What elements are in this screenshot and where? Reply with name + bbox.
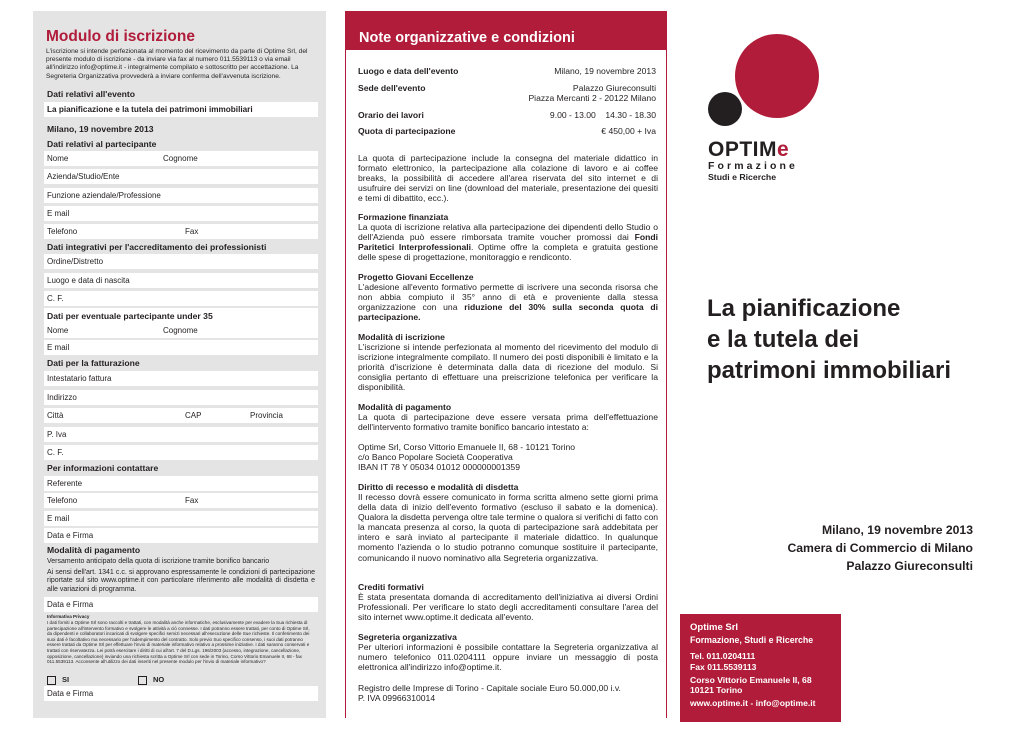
fin-text-c: . Optime offre la completa e gratuita gestione delle spese di progettazione, monitoraggio e rendiconto.: [358, 242, 658, 263]
contact-addr-1: Corso Vittorio Emanuele II, 68: [690, 675, 812, 685]
fax-label: Fax: [185, 227, 199, 236]
logo-red-circle: [735, 34, 819, 118]
provincia-label: Provincia: [250, 411, 283, 420]
seg-paragraph: Per ulteriori informazioni è possibile contattare la Segreteria organizzativa al numero telefonico 011.0204111 oppure inviare un messaggio di posta elettronica all'indirizzo info@optime.it.: [358, 642, 658, 673]
mod-title: Modalità di iscrizione: [358, 332, 445, 342]
email3-label: E mail: [47, 514, 70, 523]
rec-title: Diritto di recesso e modalità di disdetta: [358, 482, 519, 492]
field-funzione[interactable]: [44, 188, 318, 203]
luogo-label: Luogo e data di nascita: [47, 276, 130, 285]
field-referente[interactable]: [44, 476, 318, 491]
event-date-value: Milano, 19 novembre 2013: [47, 124, 154, 134]
sede-label: Sede dell'evento: [358, 83, 426, 93]
field-data-firma[interactable]: [44, 528, 318, 543]
piva-label: P. Iva: [47, 430, 67, 439]
no-label: NO: [153, 675, 165, 684]
consent-no[interactable]: [138, 675, 164, 685]
event-heading: Dati relativi all'evento: [47, 89, 136, 99]
field-indirizzo[interactable]: [44, 390, 318, 405]
clauses-text: Ai sensi dell'art. 1341 c.c. si approvano espressamente le condizioni di partecipazione riportate sul sito www.optime.it con particolare riferimento alle modalità di disdetta e alle variazioni di programma.: [47, 569, 315, 593]
email2-label: E mail: [47, 343, 70, 352]
indirizzo-label: Indirizzo: [47, 393, 77, 402]
field-luogo-nascita[interactable]: [44, 273, 318, 288]
sede-value-1: Palazzo Giureconsulti: [572, 83, 656, 93]
vat-line: P. IVA 09966310014: [358, 693, 436, 703]
bank-line-3: IBAN IT 78 Y 05034 01012 000000001359: [358, 462, 520, 472]
logo-sub-1: Formazione: [708, 160, 798, 172]
giov-paragraph: [358, 282, 658, 322]
cred-title: Crediti formativi: [358, 582, 424, 592]
fin-paragraph: [358, 222, 658, 262]
contact-box: [680, 614, 841, 722]
datafirma2-label: Data e Firma: [47, 600, 94, 609]
email-label: E mail: [47, 209, 70, 218]
cf-label: C. F.: [47, 294, 64, 303]
form-intro: L'iscrizione si intende perfezionata al momento del ricevimento da parte di Optime Srl, del presente modulo di iscrizione - da inviare via fax al numero 011.5539113 o via email all'indirizzo info@optime.it - integralmente compilato e sottoscritto per accettazione. La Segreteria Organizzativa provvederà a inviare conferma dell'avvenuta iscrizione.: [46, 48, 308, 80]
billing-heading: Dati per la fatturazione: [47, 358, 140, 368]
event-title-row: [44, 102, 318, 117]
nome2-label: Nome: [47, 326, 69, 335]
registration-form-panel: [33, 11, 326, 718]
contact-fax: Fax 011.5539113: [690, 662, 757, 672]
contact-addr-2: 10121 Torino: [690, 685, 743, 695]
field-cf[interactable]: [44, 291, 318, 306]
field-citta-cap-provincia[interactable]: [44, 408, 318, 423]
privacy-text: I dati forniti a Optime Srl sono raccolti e trattati, con modalità anche informatiche, esclusivamente per evadere la Sua richiesta di partecipazione all'intervento formativo e svolgere le attività a ciò connesse. I dati potranno essere trattati, per conto di Optime Srl, da dipendenti e collaboratori incaricati di svolgere specifici servizi necessari all'esecuzione delle Sue richieste. Il conferimento dei suoi dati è facoltativo ma necessario per l'adempimento del contratto. Solo previo Suo specifico consenso, i suoi dati potranno essere trattati da Optime Srl per effettuare l'invio di materiale informativo relativo a prossime iniziative. I dati saranno conservati e trattati con riservatezza. Lei potrà esercitare i diritti di cui all'art. 7 del D.Lgs. 196/2003 (accesso, integrazione, cancellazione, opposizione, cancellazione) inviando una richiesta scritta a Optime Srl con sede in Torino, Corso Vittorio Emanuele II, 68 - fax 011.5539113. Acconsente all'utilizzo dei dati inseriti nel presente modulo per l'invio di materiale informativo?: [47, 620, 310, 665]
pag-paragraph: La quota di partecipazione deve essere versata prima dell'effettuazione dell'intervento formativo tramite bonifico bancario intestato a:: [358, 412, 658, 433]
rec-paragraph: Il recesso dovrà essere comunicato in forma scritta almeno sette giorni prima della data di inizio dell'evento formativo (escluso il sabato e la domenica). Qualora la disdetta pervenga oltre tale termine o qualora si verifichi di fatto con la mancata presenza al corso, la quota di partecipazione sarà addebitata per intero e sarà inviato al partecipante il materiale didattico. In qualunque momento l'azienda o lo studio potranno comunque sostituire il partecipante, comunicando il nuovo nominativo alla Segreteria organizzativa.: [358, 492, 658, 563]
main-title-line-2: e la tutela dei: [707, 326, 860, 353]
fin-text-b: Fondi Paritetici Interprofessionali: [358, 232, 658, 253]
cognome2-label: Cognome: [163, 326, 198, 335]
giov-text-a: L'adesione all'evento formativo permette di iscrivere una seconda risorsa che non abbia compiuto il 35° anno di età e proveniente dalla stessa organizzazione con una: [358, 282, 658, 313]
contact-tel[interactable]: Tel. 011.0204111: [690, 651, 756, 661]
event-title-value: La pianificazione e la tutela dei patrimoni immobiliari: [47, 105, 253, 114]
field-email-2[interactable]: [44, 340, 318, 355]
registry-line: Registro delle Imprese di Torino - Capitale sociale Euro 50.000,00 i.v.: [358, 683, 621, 693]
participant-heading: Dati relativi al partecipante: [47, 139, 157, 149]
event-info-venue: Camera di Commercio di Milano: [787, 541, 973, 555]
datafirma-label: Data e Firma: [47, 531, 94, 540]
main-title: [707, 293, 951, 386]
contact-name: Optime Srl: [690, 622, 739, 633]
quota-value: € 450,00 + Iva: [601, 126, 656, 136]
notes-panel: [345, 50, 667, 718]
nome-label: Nome: [47, 154, 69, 163]
notes-header-title: Note organizzative e condizioni: [359, 30, 575, 46]
payment-text: Versamento anticipato della quota di iscrizione tramite bonifico bancario: [47, 558, 270, 565]
quota-label: Quota di partecipazione: [358, 126, 456, 136]
citta-label: Città: [47, 411, 64, 420]
event-info-place: Palazzo Giureconsulti: [846, 559, 973, 573]
field-telefono-fax[interactable]: [44, 224, 318, 239]
field-email[interactable]: [44, 206, 318, 221]
under35-heading-row: [44, 308, 318, 323]
privacy-title: Informativa Privacy: [47, 614, 90, 619]
luogo-value: Milano, 19 novembre 2013: [554, 66, 656, 76]
pag-title: Modalità di pagamento: [358, 402, 452, 412]
field-cf-2[interactable]: [44, 445, 318, 460]
cap-label: CAP: [185, 411, 202, 420]
yes-label: SI: [62, 675, 70, 684]
consent-yes[interactable]: [47, 675, 69, 685]
bank-line-2: c/o Banco Popolare Società Cooperativa: [358, 452, 513, 462]
field-data-firma-3[interactable]: [44, 686, 318, 701]
contact-desc: Formazione, Studi e Ricerche: [690, 635, 814, 645]
luogo-label: Luogo e data dell'evento: [358, 66, 459, 76]
seg-title: Segreteria organizzativa: [358, 632, 457, 642]
sede-value-2: Piazza Mercanti 2 - 20122 Milano: [528, 93, 656, 103]
event-info-date: Milano, 19 novembre 2013: [821, 523, 973, 537]
fin-text-a: La quota di iscrizione relativa alla partecipazione dei dipendenti dello Studio o dell'Azienda può essere rimborsata tramite voucher promossi dai: [358, 222, 658, 243]
field-intestatario[interactable]: [44, 371, 318, 386]
cf2-label: C. F.: [47, 448, 64, 457]
notes-header: [345, 11, 667, 50]
bank-line-1: Optime Srl, Corso Vittorio Emanuele II, 68 - 10121 Torino: [358, 442, 576, 452]
logo-sub-2: Studi e Ricerche: [708, 172, 777, 182]
form-title: Modulo di iscrizione: [46, 28, 195, 45]
cognome-label: Cognome: [163, 154, 198, 163]
under35-heading: Dati per eventuale partecipante under 35: [47, 311, 213, 321]
checkbox-yes[interactable]: [47, 676, 56, 685]
orario-value: 9.00 - 13.00 14.30 - 18.30: [549, 110, 656, 120]
logo-wordmark: [708, 138, 789, 162]
mod-paragraph: L'iscrizione si intende perfezionata al momento del ricevimento del modulo di iscrizione integralmente compilato. Il numero dei posti disponibili è limitato e la priorità d'iscrizione è determinata dalla data di ricezione del modulo. Si consiglia pertanto di effettuare una preiscrizione telefonica per verificare la disponibilità.: [358, 342, 658, 393]
intestatario-label: Intestatario fattura: [47, 374, 112, 383]
payment-heading: Modalità di pagamento: [47, 545, 141, 555]
event-info: [787, 521, 973, 575]
telefono2-label: Telefono: [47, 496, 78, 505]
giov-text-b: riduzione del 30% sulla seconda quota di partecipazione.: [358, 302, 658, 323]
orario-label: Orario dei lavori: [358, 110, 424, 120]
contact-web[interactable]: www.optime.it - info@optime.it: [690, 698, 816, 708]
funzione-label: Funzione aziendale/Professione: [47, 191, 161, 200]
field-nome-cognome[interactable]: [44, 151, 318, 166]
logo-word-b: e: [777, 138, 790, 161]
giov-title: Progetto Giovani Eccellenze: [358, 272, 474, 282]
datafirma3-label: Data e Firma: [47, 689, 94, 698]
field-nome-cognome-2[interactable]: [44, 323, 318, 338]
field-ordine[interactable]: [44, 254, 318, 269]
azienda-label: Azienda/Studio/Ente: [47, 172, 120, 181]
fin-title: Formazione finanziata: [358, 212, 449, 222]
logo-black-circle: [708, 92, 742, 126]
cred-paragraph: È stata presentata domanda di accreditamento dell'iniziativa ai diversi Ordini Professionali. Per verificare lo stato degli accreditamenti consultare l'area del sito internet www.optime.it dedicata all'evento.: [358, 592, 658, 623]
fax2-label: Fax: [185, 496, 199, 505]
field-telefono-fax-2[interactable]: [44, 493, 318, 508]
referente-label: Referente: [47, 479, 83, 488]
ordine-label: Ordine/Distretto: [47, 257, 104, 266]
field-data-firma-2[interactable]: [44, 597, 318, 612]
field-email-3[interactable]: [44, 511, 318, 526]
main-title-line-3: patrimoni immobiliari: [707, 357, 952, 384]
field-piva[interactable]: [44, 427, 318, 442]
quota-paragraph: La quota di partecipazione include la consegna del materiale didattico in formato elettronico, la partecipazione alla colazione di lavoro e ai coffee breaks, la possibilità di accedere all'area riservata del sito internet e di usufruire dei servizi on line (download del materiale, presentazione dei quesiti e temi di dibattito, ecc.).: [358, 153, 658, 204]
contact-heading: Per informazioni contattare: [47, 463, 159, 473]
logo-word-a: OPTIM: [708, 138, 777, 161]
field-azienda[interactable]: [44, 169, 318, 184]
checkbox-no[interactable]: [138, 676, 147, 685]
accred-heading: Dati integrativi per l'accreditamento dei professionisti: [47, 242, 267, 252]
main-title-line-1: La pianificazione: [707, 295, 901, 322]
telefono-label: Telefono: [47, 227, 78, 236]
